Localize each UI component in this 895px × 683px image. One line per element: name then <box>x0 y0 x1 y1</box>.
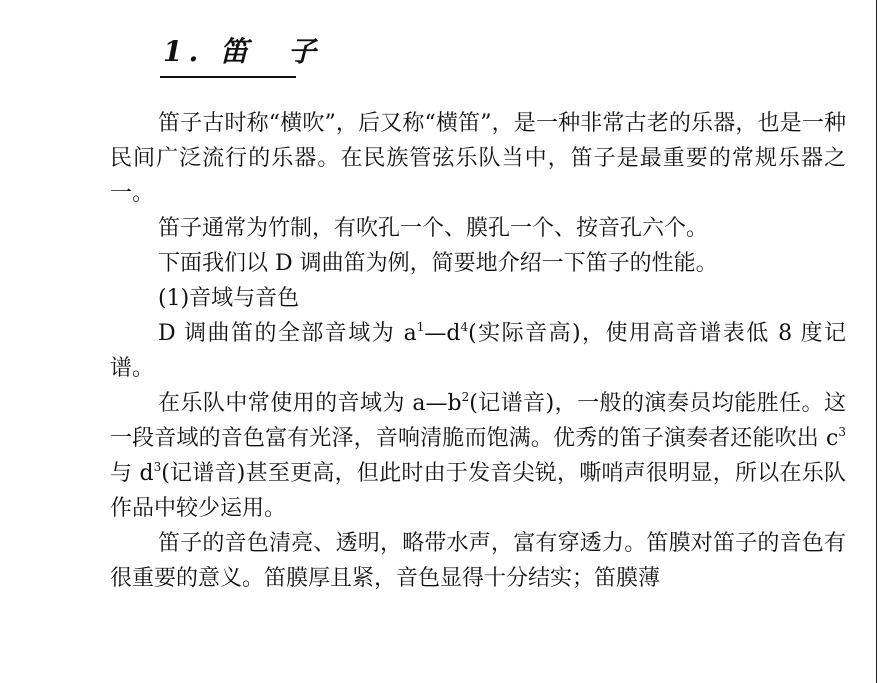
body-text <box>110 106 846 596</box>
paragraph-full-range <box>110 316 846 386</box>
range-text-dash: —d <box>424 321 461 346</box>
common-text-3: 与 d <box>110 461 154 486</box>
range-superscript-b: 4 <box>460 320 469 334</box>
section-heading: 1. 笛 子 <box>163 35 322 68</box>
paragraph-common-range <box>110 386 846 526</box>
paragraph-example: 下面我们以 D 调曲笛为例，简要地介绍一下笛子的性能。 <box>158 251 718 276</box>
range-text-prefix: D 调曲笛的全部音域为 a <box>158 321 417 346</box>
common-text-2: (记谱音)，一般的演奏员均能胜任。这一段音域的音色富有光泽，音响清脆而饱满。优秀的笛子演奏者还能吹出 c <box>110 391 846 451</box>
common-superscript-d: 3 <box>153 460 162 474</box>
paragraph-construction: 笛子通常为竹制，有吹孔一个、膜孔一个、按音孔六个。 <box>158 216 709 241</box>
range-text-suffix: (实际音高)，使用高音谱表低 8 度记谱。 <box>110 321 846 381</box>
heading-underline <box>160 76 296 78</box>
range-superscript-a: 1 <box>416 320 425 334</box>
common-superscript-b: 2 <box>461 390 470 404</box>
page-edge-line <box>876 0 877 683</box>
common-text-4: (记谱音)甚至更高，但此时由于发音尖锐，嘶哨声很明显，所以在乐队作品中较少运用。 <box>110 461 847 521</box>
common-superscript-c: 3 <box>838 425 846 439</box>
common-text-1: 在乐队中常使用的音域为 a—b <box>158 391 462 416</box>
paragraph-timbre: 笛子的音色清亮、透明，略带水声，富有穿透力。笛膜对笛子的音色有很重要的意义。笛膜厚且紧，音色显得十分结实；笛膜薄 <box>110 531 846 591</box>
subheading-range-timbre: (1)音域与音色 <box>158 286 300 311</box>
paragraph-intro: 笛子古时称“横吹”，后又称“横笛”，是一种非常古老的乐器，也是一种民间广泛流行的乐器。在民族管弦乐队当中，笛子是最重要的常规乐器之一。 <box>110 111 846 206</box>
